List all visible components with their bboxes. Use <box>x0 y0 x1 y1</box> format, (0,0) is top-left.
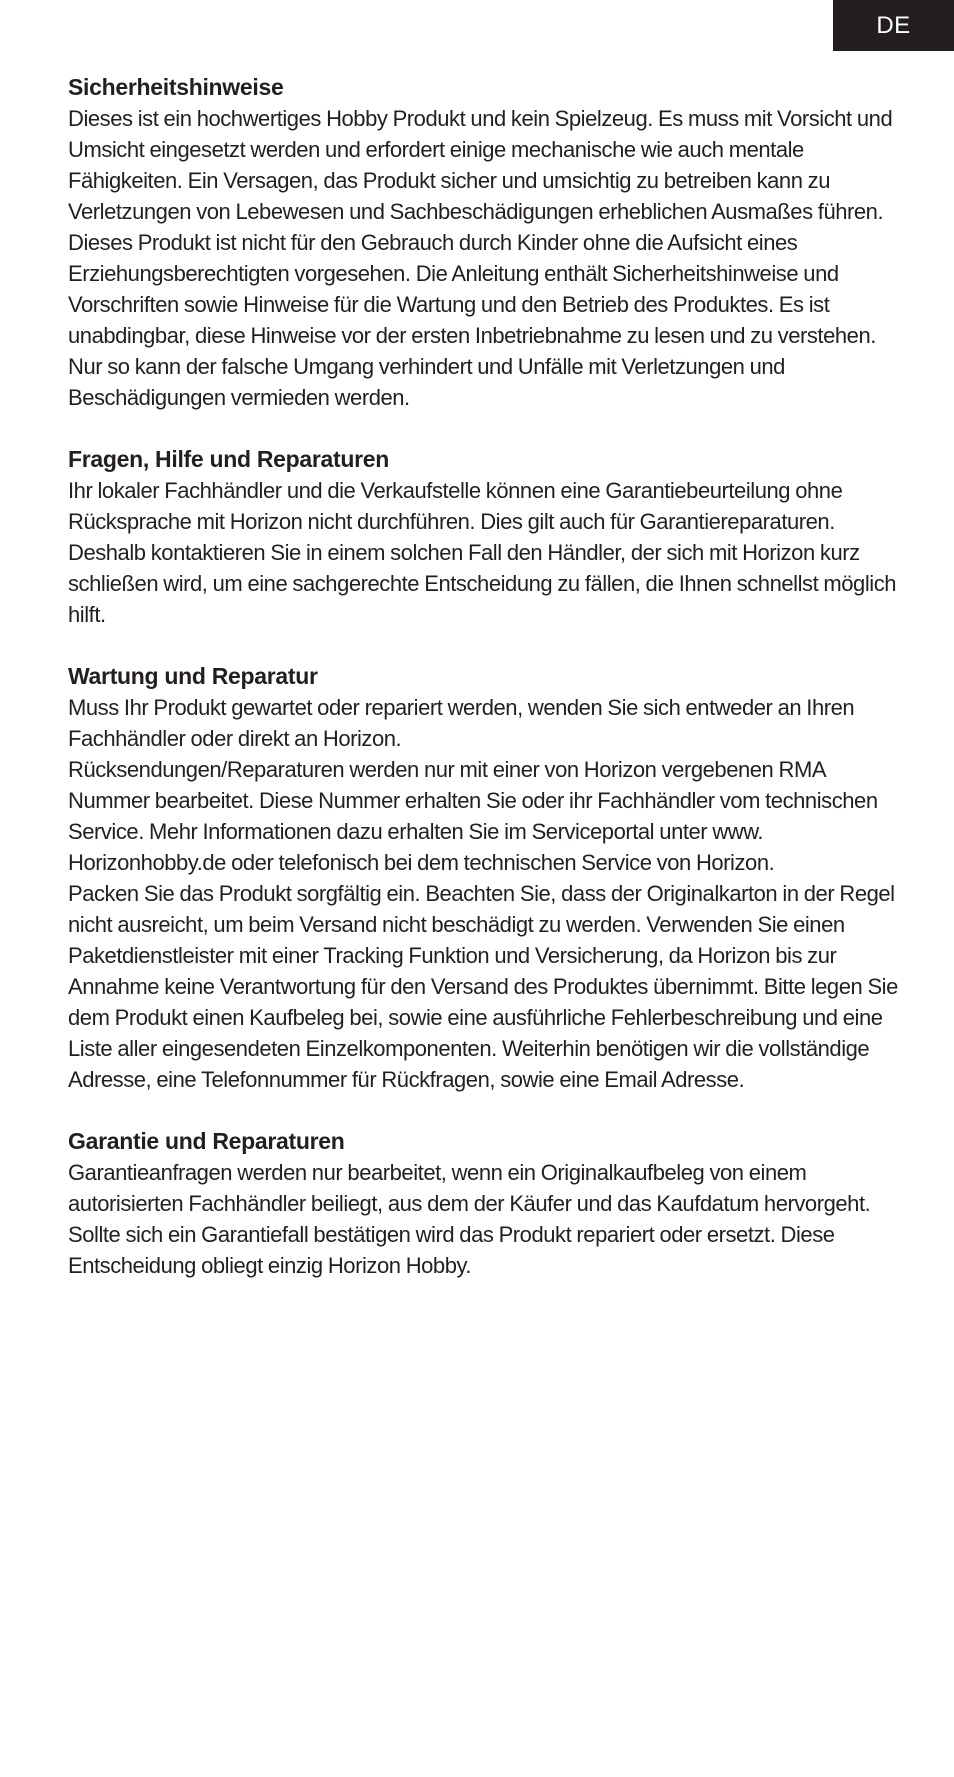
section-warranty <box>68 1126 900 1281</box>
section-title: Garantie und Reparaturen <box>68 1128 345 1154</box>
document-body <box>68 72 900 1312</box>
section-paragraph: Dieses ist ein hochwertiges Hobby Produkt und kein Spielzeug. Es muss mit Vorsicht und Umsicht eingesetzt werden und erfordert einige mechanische wie auch mentale Fähigkeiten. Ein Versagen, das Produkt sicher und umsichtig zu betreiben kann zu Verletzungen von Lebewesen und Sachbeschädigungen erheblichen Ausmaßes führen. Dieses Produkt ist nicht für den Gebrauch durch Kinder ohne die Aufsicht eines Erziehungsberechtigten vorgesehen. Die Anleitung enthält Sicherheitshinweise und Vorschriften sowie Hinweise für die Wartung und den Betrieb des Produktes. Es ist unabdingbar, diese Hinweise vor der ersten Inbetriebnahme zu lesen und zu verstehen. Nur so kann der falsche Umgang verhindert und Unfälle mit Verletzungen und Beschädigungen vermieden werden. <box>68 106 893 410</box>
language-tab: DE <box>833 0 954 51</box>
section-title: Fragen, Hilfe und Reparaturen <box>68 446 390 472</box>
section-maintenance-repair <box>68 661 900 1095</box>
section-questions-help <box>68 444 900 630</box>
section-paragraph: Muss Ihr Produkt gewartet oder repariert werden, wenden Sie sich entweder an Ihren Fachhändler oder direkt an Horizon. <box>68 695 855 751</box>
section-paragraph: Packen Sie das Produkt sorgfältig ein. Beachten Sie, dass der Originalkarton in der Regel nicht ausreicht, um beim Versand nicht beschädigt zu werden. Verwenden Sie einen Paketdienstleister mit einer Tracking Funktion und Versicherung, da Horizon bis zur Annahme keine Verantwortung für den Versand des Produktes übernimmt. Bitte legen Sie dem Produkt einen Kaufbeleg bei, sowie eine ausführliche Fehlerbeschreibung und eine Liste aller eingesendeten Einzelkomponenten. Weiterhin benötigen wir die vollständige Adresse, eine Telefonnummer für Rückfragen, sowie eine Email Adresse. <box>68 881 898 1092</box>
section-paragraph: Garantieanfragen werden nur bearbeitet, wenn ein Originalkaufbeleg von einem autorisierten Fachhändler beiliegt, aus dem der Käufer und das Kaufdatum hervorgeht. Sollte sich ein Garantiefall bestätigen wird das Produkt repariert oder ersetzt. Diese Entscheidung obliegt einzig Horizon Hobby. <box>68 1160 871 1278</box>
section-title: Wartung und Reparatur <box>68 663 318 689</box>
section-paragraph: Ihr lokaler Fachhändler und die Verkaufstelle können eine Garantiebeurteilung ohne Rücksprache mit Horizon nicht durchführen. Dies gilt auch für Garantiereparaturen. Deshalb kontaktieren Sie in einem solchen Fall den Händler, der sich mit Horizon kurz schließen wird, um eine sachgerechte Entscheidung zu fällen, die Ihnen schnellst möglich hilft. <box>68 478 897 627</box>
section-title: Sicherheitshinweise <box>68 74 284 100</box>
section-safety <box>68 72 900 413</box>
section-paragraph: Rücksendungen/Reparaturen werden nur mit einer von Horizon vergebenen RMA Nummer bearbeitet. Diese Nummer erhalten Sie oder ihr Fachhändler vom technischen Service. Mehr Informationen dazu erhalten Sie im Serviceportal unter www. Horizonhobby.de oder telefonisch bei dem technischen Service von Horizon. <box>68 757 878 875</box>
